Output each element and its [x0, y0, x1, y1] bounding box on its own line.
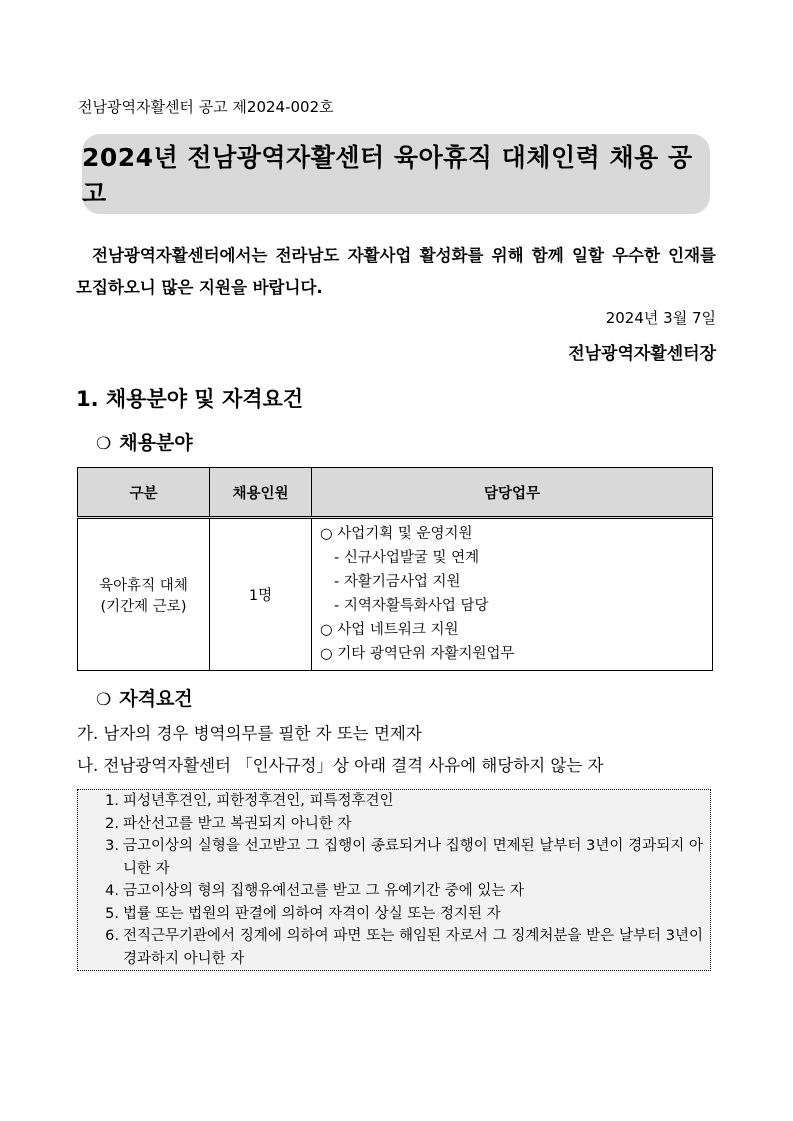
list-item — [78, 925, 703, 970]
intro-paragraph: 전남광역자활센터에서는 전라남도 자활사업 활성화를 위해 함께 일할 우수한 인재를 모집하오니 많은 지원을 바랍니다. — [76, 246, 716, 297]
item-number: 5. — [105, 905, 119, 922]
item-text: 금고이상의 실형을 선고받고 그 집행이 종료되거나 집행이 면제된 날부터 3년이 경과되지 아니한 자 — [123, 838, 703, 877]
duty-sub-item: - 자활기금사업 지원 — [334, 574, 461, 590]
category-line: 육아휴직 대체 — [99, 577, 188, 594]
column-header-headcount: 채용인원 — [210, 468, 312, 518]
section-title-recruitment: 1. 채용분야 및 자격요건 — [76, 387, 304, 411]
table-header-row — [78, 468, 713, 518]
circle-bullet-icon: ❍ — [96, 690, 112, 710]
signer: 전남광역자활센터장 — [568, 344, 716, 364]
subsection-label: 채용분야 — [119, 432, 193, 454]
item-number: 6. — [105, 928, 119, 944]
list-item — [78, 880, 703, 903]
item-text: 파산선고를 받고 복권되지 아니한 자 — [123, 815, 352, 832]
circle-bullet-icon: ❍ — [96, 434, 112, 454]
item-number: 4. — [105, 883, 119, 899]
list-item — [78, 835, 703, 880]
duty-sub-item: - 지역자활특화사업 담당 — [334, 598, 489, 614]
column-header-category: 구분 — [78, 468, 210, 518]
item-text: 피성년후견인, 피한정후견인, 피특정후견인 — [123, 793, 394, 809]
category-line: (기간제 근로) — [100, 598, 187, 615]
column-header-duties: 담당업무 — [312, 468, 713, 518]
item-number: 2. — [105, 815, 119, 832]
headcount-cell: 1명 — [210, 518, 312, 671]
subsection-label: 자격요건 — [119, 688, 193, 710]
duty-item: ○ 사업 네트워크 지원 — [320, 622, 459, 638]
item-text: 법률 또는 법원의 판결에 의하여 자격이 상실 또는 정지된 자 — [123, 905, 501, 922]
item-text: 전직근무기관에서 징계에 의하여 파면 또는 해임된 자로서 그 징계처분을 받은 날부터 3년이 경과하지 아니한 자 — [123, 928, 703, 967]
duties-cell — [312, 518, 713, 671]
list-item — [78, 903, 703, 926]
duty-item: ○ 사업기획 및 운영지원 — [320, 526, 473, 542]
subsection-recruitment-field — [96, 428, 193, 455]
category-cell — [78, 518, 210, 671]
requirement-b: 나. 전남광역자활센터 「인사규정」상 아래 결격 사유에 해당하지 않는 자 — [77, 756, 604, 775]
page-title: 2024년 전남광역자활센터 육아휴직 대체인력 채용 공고 — [82, 143, 693, 208]
recruitment-table — [77, 467, 713, 671]
notice-number: 전남광역자활센터 공고 제2024-002호 — [78, 98, 334, 116]
title-banner — [82, 134, 710, 214]
duty-sub-item: - 신규사업발굴 및 연계 — [334, 550, 480, 566]
disqualification-box — [77, 789, 711, 971]
disqualification-list — [78, 790, 703, 970]
item-number: 1. — [105, 793, 119, 809]
item-number: 3. — [105, 838, 119, 854]
notice-date: 2024년 3월 7일 — [605, 309, 716, 327]
table-row — [78, 518, 713, 671]
subsection-qualifications — [96, 684, 193, 711]
requirement-a: 가. 남자의 경우 병역의무를 필한 자 또는 면제자 — [77, 724, 422, 743]
duty-item: ○ 기타 광역단위 자활지원업무 — [320, 646, 515, 662]
list-item — [78, 790, 703, 813]
list-item — [78, 813, 703, 836]
item-text: 금고이상의 형의 집행유예선고를 받고 그 유예기간 중에 있는 자 — [123, 883, 525, 899]
